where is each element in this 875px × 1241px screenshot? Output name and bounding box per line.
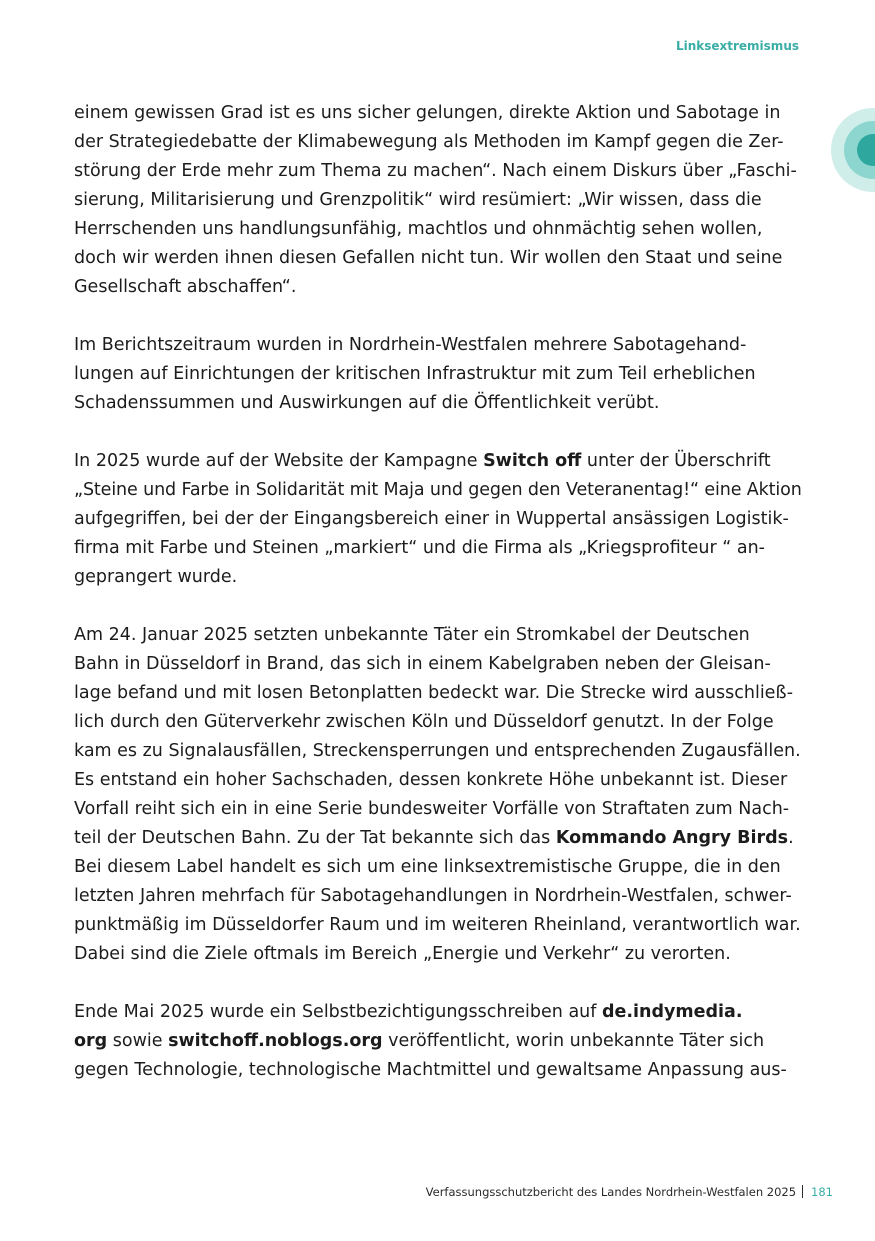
text-run: unter der Überschrift [581, 451, 771, 471]
paragraph-2 [74, 331, 802, 418]
text-line: Vorfall reiht sich ein in eine Serie bundesweiter Vorfälle von Straftaten zum Nach- [74, 799, 790, 819]
text-line: aufgegriffen, bei der der Eingangsbereich einer in Wuppertal ansässigen Logistik- [74, 509, 789, 529]
text-line: Bahn in Düsseldorf in Brand, das sich in einem Kabelgraben neben der Gleisan- [74, 654, 771, 674]
text-line: Bei diesem Label handelt es sich um eine linksextremistische Gruppe, die in den [74, 857, 781, 877]
text-run: In 2025 wurde auf der Website der Kampagne [74, 451, 484, 471]
text-line: Dabei sind die Ziele oftmals im Bereich „Energie und Verkehr“ zu verorten. [74, 944, 731, 964]
body-text [74, 99, 802, 1085]
text-line: gegen Technologie, technologische Machtmittel und gewaltsame Anpassung aus- [74, 1060, 787, 1080]
text-line: Herrschenden uns handlungsunfähig, machtlos und ohnmächtig sehen wollen, [74, 219, 763, 239]
text-line: der Strategiedebatte der Klimabewegung als Methoden im Kampf gegen die Zer- [74, 132, 784, 152]
text-line: geprangert wurde. [74, 567, 238, 587]
text-line: Am 24. Januar 2025 setzten unbekannte Täter ein Stromkabel der Deutschen [74, 625, 750, 645]
text-run: sowie [107, 1031, 169, 1051]
report-title: Verfassungsschutzbericht des Landes Nordrhein-Westfalen 2025 [425, 1185, 797, 1199]
footer-divider [802, 1185, 803, 1198]
text-run: teil der Deutschen Bahn. Zu der Tat bekannte sich das [74, 828, 556, 848]
website-name: org [74, 1031, 108, 1051]
text-line: kam es zu Signalausfällen, Streckensperrungen und entsprechenden Zugausfällen. [74, 741, 801, 761]
text-run: . [788, 828, 794, 848]
page-number: 181 [811, 1185, 833, 1199]
paragraph-5 [74, 998, 802, 1085]
text-line [74, 824, 802, 853]
text-run: veröffentlicht, worin unbekannte Täter sich [382, 1031, 765, 1051]
text-line: störung der Erde mehr zum Thema zu machen“. Nach einem Diskurs über „Faschi- [74, 161, 797, 181]
paragraph-1 [74, 99, 802, 302]
text-run: Ende Mai 2025 wurde ein Selbstbezichtigungsschreiben auf [74, 1002, 602, 1022]
text-line: lage befand und mit losen Betonplatten bedeckt war. Die Strecke wird ausschließ- [74, 683, 794, 703]
paragraph-3 [74, 447, 802, 592]
section-header: Linksextremismus [675, 39, 799, 53]
text-line: sierung, Militarisierung und Grenzpolitik“ wird resümiert: „Wir wissen, dass die [74, 190, 762, 210]
page-footer [426, 1185, 833, 1199]
text-line: „Steine und Farbe in Solidarität mit Maja und gegen den Veteranentag!“ eine Aktion [74, 480, 802, 500]
text-line [74, 447, 802, 476]
text-line: doch wir werden ihnen diesen Gefallen nicht tun. Wir wollen den Staat und seine [74, 248, 783, 268]
text-line: Gesellschaft abschaffen“. [74, 277, 297, 297]
campaign-name: Switch off [483, 451, 582, 471]
text-line: Schadenssummen und Auswirkungen auf die Öffentlichkeit verübt. [74, 393, 660, 413]
text-line: Im Berichtszeitraum wurden in Nordrhein-Westfalen mehrere Sabotagehand- [74, 335, 747, 355]
text-line: lungen auf Einrichtungen der kritischen Infrastruktur mit zum Teil erheblichen [74, 364, 756, 384]
text-line: Es entstand ein hoher Sachschaden, dessen konkrete Höhe unbekannt ist. Dieser [74, 770, 788, 790]
text-line [74, 1027, 802, 1056]
text-line: letzten Jahren mehrfach für Sabotagehandlungen in Nordrhein-Westfalen, schwer- [74, 886, 792, 906]
group-name: Kommando Angry Birds [555, 828, 789, 848]
paragraph-4 [74, 621, 802, 969]
website-name: switchoff.noblogs.org [168, 1031, 383, 1051]
website-name: de.indymedia. [601, 1002, 743, 1022]
decorative-circle-icon [831, 108, 875, 192]
text-line: punktmäßig im Düsseldorfer Raum und im weiteren Rheinland, verantwortlich war. [74, 915, 801, 935]
text-line: lich durch den Güterverkehr zwischen Köln und Düsseldorf genutzt. In der Folge [74, 712, 774, 732]
text-line: einem gewissen Grad ist es uns sicher gelungen, direkte Aktion und Sabotage in [74, 103, 781, 123]
text-line: firma mit Farbe und Steinen „markiert“ und die Firma als „Kriegsprofiteur “ an- [74, 538, 765, 558]
text-line [74, 998, 802, 1027]
